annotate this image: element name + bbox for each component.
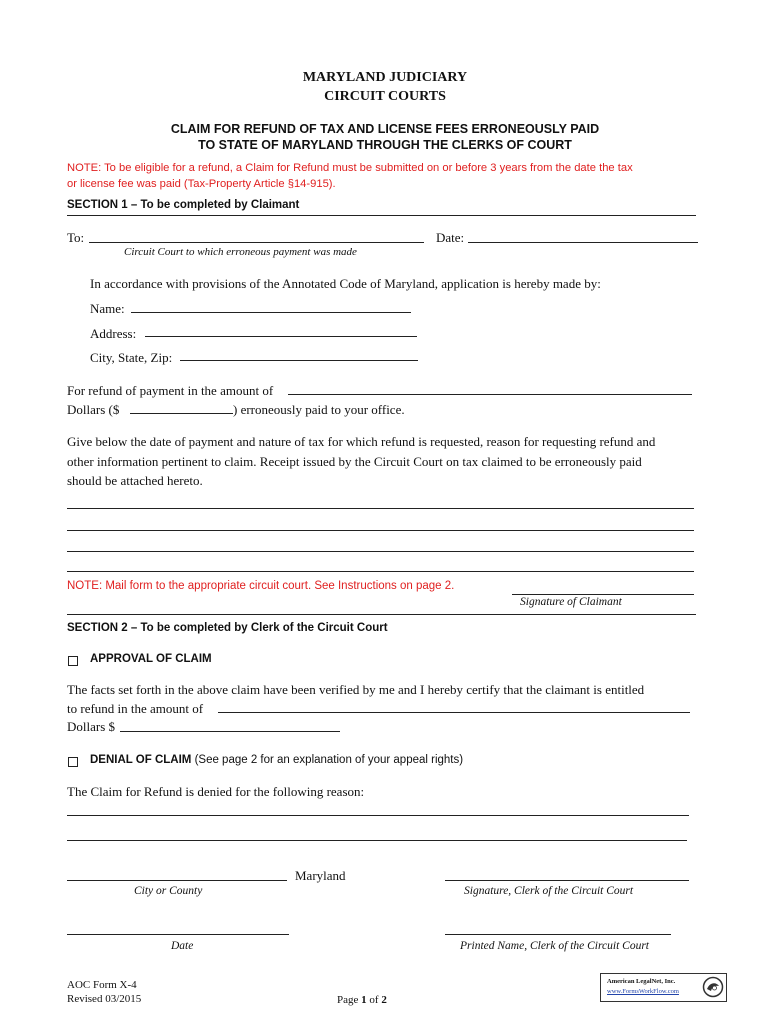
org-title: MARYLAND JUDICIARY (302, 70, 468, 85)
maryland-label: Maryland (295, 868, 346, 883)
approved-amount-words-field[interactable] (218, 712, 690, 713)
address-field[interactable] (145, 336, 417, 337)
name-label: Name: (90, 301, 125, 316)
intro-text: In accordance with provisions of the Annotated Code of Maryland, application is hereby made by: (90, 276, 601, 291)
court-caption: Circuit Court to which erroneous payment was made (124, 246, 357, 258)
approval-label: APPROVAL OF CLAIM (90, 653, 212, 665)
city-county-caption: City or County (134, 885, 203, 897)
revised-date: Revised 03/2015 (67, 993, 142, 1005)
claim-detail-line-2[interactable] (67, 530, 694, 531)
form-title-line2: TO STATE OF MARYLAND THROUGH THE CLERKS OF COURT (198, 138, 572, 152)
printed-name-caption: Printed Name, Clerk of the Circuit Court (460, 940, 649, 952)
name-field[interactable] (131, 312, 411, 313)
denial-label: DENIAL OF CLAIM (90, 754, 192, 766)
claim-detail-line-4[interactable] (67, 571, 694, 572)
city-county-field[interactable] (67, 880, 287, 881)
claimant-signature-caption: Signature of Claimant (520, 596, 622, 608)
page-number (337, 994, 387, 1006)
date-field[interactable] (468, 242, 698, 243)
claimant-signature-field[interactable] (512, 594, 694, 595)
claim-detail-line-3[interactable] (67, 551, 694, 552)
date-caption: Date (171, 940, 194, 952)
city-state-zip-label: City, State, Zip: (90, 350, 173, 365)
denial-appeal-note: (See page 2 for an explanation of your appeal rights) (191, 754, 464, 766)
page-of: of (366, 994, 382, 1006)
to-label: To: (67, 230, 85, 245)
claim-detail-line-1[interactable] (67, 508, 694, 509)
facts-line2: to refund in the amount of (67, 701, 204, 716)
instructions-line2: other information pertinent to claim. Receipt issued by the Circuit Court on tax claimed to be erroneously paid (67, 454, 642, 469)
page-total: 2 (381, 994, 387, 1006)
denial-checkbox[interactable] (68, 757, 78, 767)
eligibility-note-line1: NOTE: To be eligible for a refund, a Claim for Refund must be submitted on or before 3 years from the date the tax (67, 162, 633, 174)
address-label: Address: (90, 326, 137, 341)
refund-amount-label: For refund of payment in the amount of (67, 383, 274, 398)
instructions-line1: Give below the date of payment and nature of tax for which refund is requested, reason for requesting refund and (67, 434, 656, 449)
section1-rule (67, 215, 696, 216)
date-label: Date: (436, 230, 465, 245)
page-current: 1 (361, 994, 367, 1006)
refund-amount-words-field[interactable] (288, 394, 692, 395)
publisher-logo (600, 973, 727, 1002)
section1-heading: SECTION 1 – To be completed by Claimant (67, 199, 300, 211)
instructions-line3: should be attached hereto. (67, 473, 203, 488)
facts-line1: The facts set forth in the above claim have been verified by me and I hereby certify that the claimant is entitled (67, 682, 645, 697)
denial-reason-line-2[interactable] (67, 840, 687, 841)
section-divider (67, 614, 696, 615)
approval-checkbox[interactable] (68, 656, 78, 666)
form-id: AOC Form X-4 (67, 979, 137, 991)
approved-dollars-label: Dollars $ (67, 719, 116, 734)
mail-note: NOTE: Mail form to the appropriate circuit court. See Instructions on page 2. (67, 580, 455, 592)
publisher-seal-icon (702, 976, 724, 998)
eligibility-note-line2: or license fee was paid (Tax-Property Article §14-915). (67, 178, 336, 190)
dollars-amount-field[interactable] (130, 413, 233, 414)
to-court-field[interactable] (89, 242, 424, 243)
denial-row (90, 754, 463, 766)
publisher-name: American LegalNet, Inc. (607, 978, 676, 985)
section2-heading: SECTION 2 – To be completed by Clerk of the Circuit Court (67, 622, 388, 634)
page-prefix: Page (337, 994, 362, 1006)
clerk-signature-field[interactable] (445, 880, 689, 881)
denial-reason-label: The Claim for Refund is denied for the following reason: (67, 784, 365, 799)
clerk-signature-caption: Signature, Clerk of the Circuit Court (464, 885, 634, 897)
clerk-printed-name-field[interactable] (445, 934, 671, 935)
approved-dollars-field[interactable] (120, 731, 340, 732)
city-state-zip-field[interactable] (180, 360, 418, 361)
form-title-line1: CLAIM FOR REFUND OF TAX AND LICENSE FEES ERRONEOUSLY PAID (170, 122, 600, 136)
denial-reason-line-1[interactable] (67, 815, 689, 816)
publisher-url[interactable]: www.FormsWorkFlow.com (607, 988, 679, 995)
dollars-suffix: ) erroneously paid to your office. (233, 402, 405, 417)
org-subtitle: CIRCUIT COURTS (324, 89, 446, 104)
clerk-date-field[interactable] (67, 934, 289, 935)
dollars-prefix: Dollars ($ (67, 402, 120, 417)
